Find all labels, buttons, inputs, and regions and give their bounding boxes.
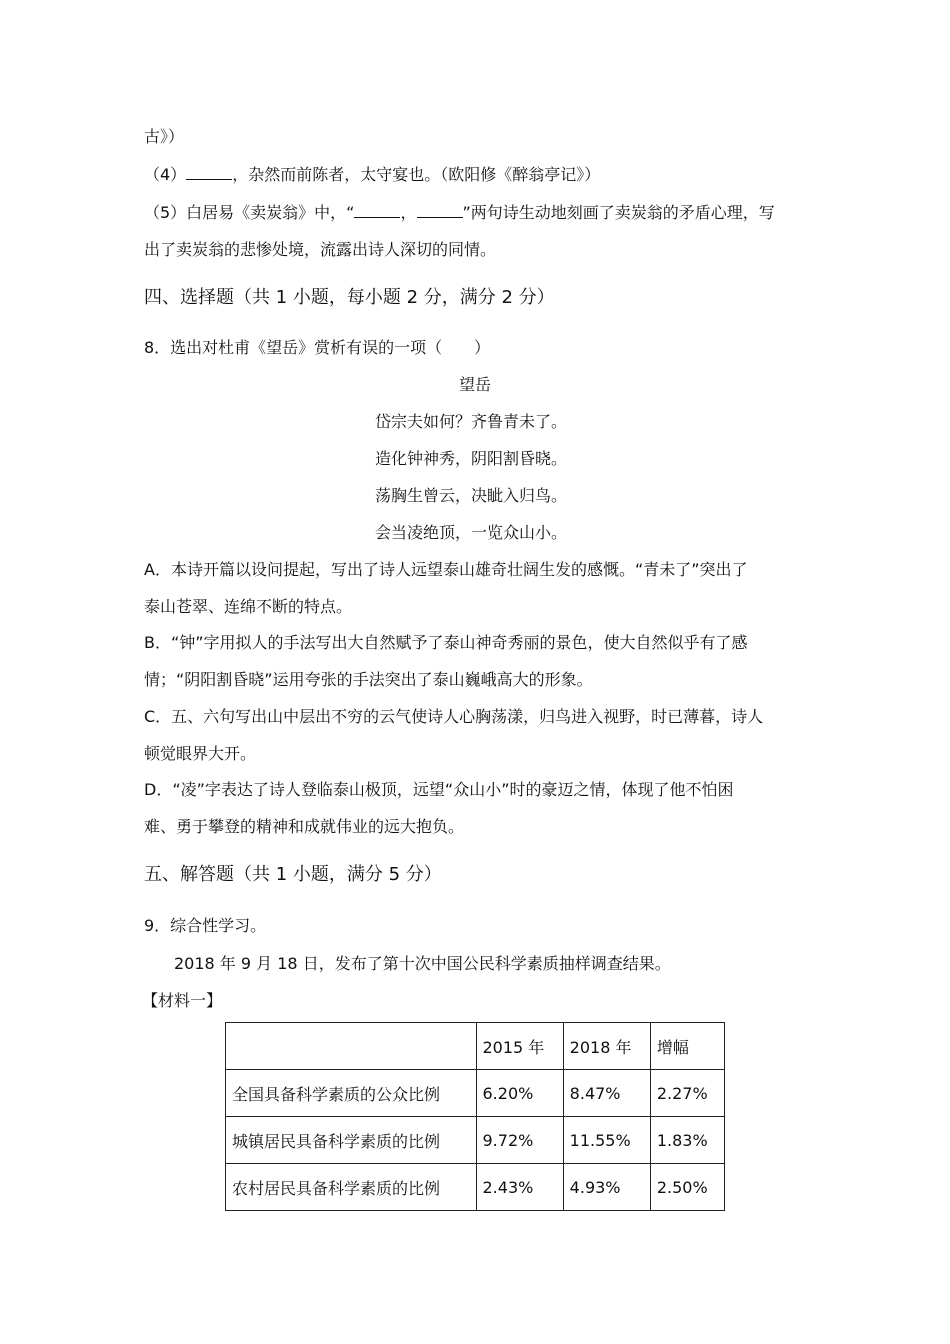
question-8: 8．选出对杜甫《望岳》赏析有误的一项（ ）	[144, 338, 491, 357]
table-cell: 城镇居民具备科学素质的比例	[226, 1117, 477, 1164]
answer-blank[interactable]	[186, 165, 232, 180]
table-cell: 6.20%	[476, 1070, 563, 1117]
survey-table	[225, 1022, 725, 1211]
poem-line-3: 荡胸生曾云，决眦入归鸟。	[375, 486, 568, 505]
answer-blank[interactable]	[354, 203, 400, 218]
q7-item-5	[144, 203, 775, 223]
q7-item-5-text: ”两句诗生动地刻画了卖炭翁的矛盾心理，写	[462, 203, 775, 222]
option-b-line-2: 情；“阴阳割昏晓”运用夸张的手法突出了泰山巍峨高大的形象。	[144, 670, 593, 689]
option-a-line-2: 泰山苍翠、连绵不断的特点。	[144, 597, 353, 616]
q7-item-4-text: ，杂然而前陈者，太守宴也。（欧阳修《醉翁亭记》）	[232, 165, 601, 184]
answer-blank[interactable]	[417, 203, 463, 218]
question-9: 9．综合性学习。	[144, 916, 267, 935]
poem-line-4: 会当凌绝顶，一览众山小。	[375, 523, 568, 542]
option-d-line-2: 难、勇于攀登的精神和成就伟业的远大抱负。	[144, 817, 465, 836]
table-cell: 8.47%	[563, 1070, 650, 1117]
table-cell: 全国具备科学素质的公众比例	[226, 1070, 477, 1117]
q7-item-4-prefix: （4）	[144, 165, 187, 184]
table-header-cell	[226, 1023, 477, 1070]
option-b-line-1: B．“钟”字用拟人的手法写出大自然赋予了泰山神奇秀丽的景色，使大自然似乎有了感	[144, 633, 748, 652]
table-header-row	[226, 1023, 725, 1070]
option-c-line-2: 顿觉眼界大开。	[144, 744, 257, 763]
poem-line-1: 岱宗夫如何？齐鲁青未了。	[375, 412, 568, 431]
table-cell: 2.50%	[650, 1164, 724, 1211]
table-cell: 1.83%	[650, 1117, 724, 1164]
material-label: 【材料一】	[142, 991, 223, 1010]
option-c-line-1: C．五、六句写出山中层出不穷的云气使诗人心胸荡漾，归鸟进入视野，时已薄暮，诗人	[144, 707, 764, 726]
option-a-line-1: A．本诗开篇以设问提起，写出了诗人远望泰山雄奇壮阔生发的感慨。“青未了”突出了	[144, 560, 748, 579]
table-row	[226, 1117, 725, 1164]
table-cell: 11.55%	[563, 1117, 650, 1164]
table-header-cell: 2015 年	[476, 1023, 563, 1070]
table-cell: 2.27%	[650, 1070, 724, 1117]
table-cell: 农村居民具备科学素质的比例	[226, 1164, 477, 1211]
q7-item-5-prefix: （5）白居易《卖炭翁》中，“	[144, 203, 355, 222]
option-d-line-1: D．“凌”字表达了诗人登临泰山极顶，远望“众山小”时的豪迈之情，体现了他不怕困	[144, 780, 734, 799]
table-cell: 9.72%	[476, 1117, 563, 1164]
table-header-cell: 增幅	[650, 1023, 724, 1070]
q7-item-4	[144, 165, 600, 185]
q7-line-continuation: 古》）	[144, 127, 185, 146]
q7-item-5-separator: ，	[400, 203, 417, 222]
table-row	[226, 1164, 725, 1211]
table-cell: 4.93%	[563, 1164, 650, 1211]
section-4-heading: 四、选择题（共 1 小题，每小题 2 分，满分 2 分）	[144, 287, 555, 308]
table-header-cell: 2018 年	[563, 1023, 650, 1070]
table-cell: 2.43%	[476, 1164, 563, 1211]
poem-line-2: 造化钟神秀，阴阳割昏晓。	[375, 449, 568, 468]
q7-item-5-line2: 出了卖炭翁的悲惨处境，流露出诗人深切的同情。	[144, 240, 497, 259]
section-5-heading: 五、解答题（共 1 小题，满分 5 分）	[144, 864, 442, 885]
question-9-intro: 2018 年 9 月 18 日，发布了第十次中国公民科学素质抽样调查结果。	[174, 954, 671, 973]
poem-title: 望岳	[458, 375, 491, 394]
table-row	[226, 1070, 725, 1117]
